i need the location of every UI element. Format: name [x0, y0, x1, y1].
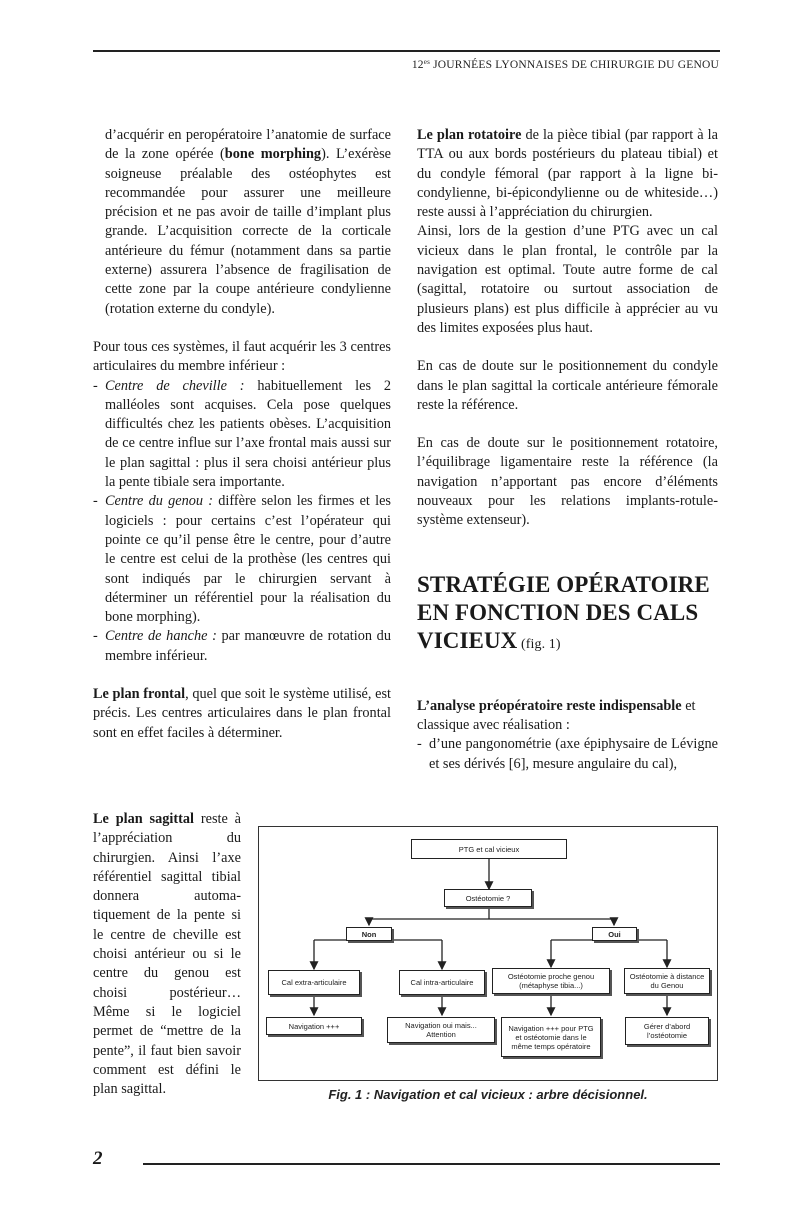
node-yes: Oui: [592, 927, 637, 941]
page-number: 2: [93, 1148, 103, 1169]
node-outcome-1: Navigation +++: [266, 1017, 362, 1035]
node-root: PTG et cal vicieux: [411, 839, 567, 859]
list-item: - Centre du genou : diffère selon les firmes et les logiciels : pour certains c’est l’opérateur qui pointe ce qu’il pense être le centre, pour d’autre le centre est celui de la prothèse (les centres qui sont indiqués par le chirurgien servant à déterminer un référentiel pour la réalisation du bone morphing).: [93, 493, 391, 626]
running-head: $12^{es}$ JOURNÉES LYONNAISES DE CHIRURGIE DU GENOU: [411, 58, 719, 71]
node-osteotomy-distant: Ostéotomie à distance du Genou: [624, 968, 710, 994]
paragraph-plan-frontal: Le plan frontal, quel que soit le système utilisé, est précis. Les centres articulaires dans le plan frontal sont en effet faciles à déterminer.: [93, 686, 391, 741]
figure-caption: Fig. 1 : Navigation et cal vicieux : arbre décisionnel.: [328, 1087, 648, 1102]
centres-list: [93, 377, 391, 666]
decision-tree-figure: [258, 826, 718, 1081]
paragraph-plan-rotatoire: Le plan rotatoire de la pièce tibial (par rapport à la TTA ou aux bords postérieurs du plateau tibial) et du condyle fémoral (par rapport à la ligne bi-condylienne, bi-épicondylienne ou de whiteside…) reste aussi à l’appréciation du chirurgien.: [417, 127, 718, 221]
node-osteotomy-near: Ostéotomie proche genou (métaphyse tibia...): [492, 968, 610, 994]
right-column: [417, 126, 718, 774]
node-question: Ostéotomie ?: [444, 889, 532, 907]
node-outcome-3: Navigation +++ pour PTG et ostéotomie dans le même temps opératoire: [501, 1017, 601, 1057]
paragraph-centres: Pour tous ces systèmes, il faut acquérir les 3 centres articulaires du membre inférieur :: [93, 338, 391, 375]
list-item: - Centre de cheville : habituellement les 2 malléoles sont acquises. Cela pose quelques difficultés chez les patients obèses. L’acquisition de ce centre influe sur l’axe frontal mais aussi sur le plan sagittal : plus il sera choisi antérieur plus la pente tibiale sera importante.: [93, 377, 391, 491]
node-outcome-4: Gérer d’abord l’ostéotomie: [625, 1017, 709, 1045]
paragraph-bone-morphing: d’acquérir en peropératoire l’anatomie de surface de la zone opérée (bone morphing). L’exérèse soigneuse préalable des ostéophytes est recommandée pour assurer une meilleure précision et ne pas avoir de taille d’implant plus grande. L’acquisition correcte de la corticale antérieure du fémur (notamment dans sa partie externe) assurera l’absence de fragilisation de cette zone par la coupe antérieure condylienne (rotation externe du condyle).: [105, 127, 391, 317]
list-item: - Centre de hanche : par manœuvre de rotation du membre inférieur.: [93, 628, 391, 664]
paragraph-ptg-cal: Ainsi, lors de la gestion d’une PTG avec un cal vicieux dans le plan frontal, le contrôle par la navigation est optimal. Toute autre forme de cal (sagittal, rotatoire ou surtout association de plusieurs plans) est plus difficile à apprécier au vu des limites exposées plus haut.: [417, 223, 718, 336]
node-extra-articular: Cal extra-articulaire: [268, 970, 360, 995]
footer-rule: [143, 1163, 720, 1165]
node-no: Non: [346, 927, 392, 941]
paragraph-analyse: L’analyse préopératoire reste indispensable et classique avec réalisation :: [417, 697, 696, 733]
header-rule: [93, 50, 720, 52]
section-title: STRATÉGIE OPÉRATOIRE EN FONCTION DES CALS VICIEUX (fig. 1): [417, 571, 710, 653]
node-intra-articular: Cal intra-articulaire: [399, 970, 485, 995]
list-item: - d’une pangonométrie (axe épiphysaire de Lévigne et ses dérivés [6], mesure angulaire du cal),: [417, 736, 718, 772]
paragraph-plan-sagittal: Le plan sagittal reste à l’appréciation du chirurgien. Ainsi l’axe référentiel sagittal tibial donnera automatiquement de la pente si le centre de cheville est choisi antérieur ou si le centre du genou est choisi postérieur… Même si le logiciel permet de “mettre de la pente”, il faut bien savoir comment est défini le plan sagittal.: [93, 811, 242, 1098]
left-column: [93, 126, 391, 743]
paragraph-doute-rotatoire: En cas de doute sur le positionnement rotatoire, l’équilibrage ligamentaire reste la référence (la navigation n’apportant pas encore d’éléments nouveaux pour les relations implants-rotule- système extenseur).: [417, 435, 718, 529]
paragraph-doute-sagittal: En cas de doute sur le positionnement du condyle dans le plan sagittal la corticale antérieure fémorale reste la référence.: [417, 358, 718, 413]
analyse-list: [417, 735, 718, 774]
node-outcome-2: Navigation oui mais... Attention: [387, 1017, 495, 1043]
